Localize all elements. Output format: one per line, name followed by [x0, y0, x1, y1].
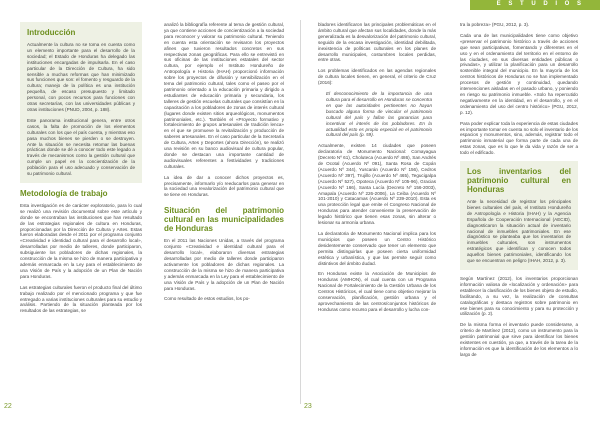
column-2 — [164, 22, 284, 307]
col3-paragraph-4: La declaratoria de Monumento Nacional implica para los municipios que poseen un Centro Histórico desidentemente conservado que tener un elemento que permita distinguirlas que poseen cierta uniformidad estética y urbanística, y que las permite seguir como distintivos del ámbito dudad. — [318, 231, 436, 266]
col4-paragraph-1: tra la pobreza» (PGU, 2012, p. 3). — [460, 22, 530, 27]
column-3 — [318, 22, 436, 318]
inventory-paragraph-2: Según Martínez (2012), los inventarios proporcionan información valiosa de «localización y ordenación» para establecer la clasificación de los bienes objeto de estudio, facilitando, a su vez, la realización de consultas catalográficas y destaca registros sobre patrimonio en ese bienes para su conocimiento y para su protección y utilización (p. 2). — [460, 276, 578, 317]
page-number-left: 22 — [4, 403, 12, 410]
col3-paragraph-3: Actualmente, existen 14 ciudades que poseen declaratoria de Monumento Nacional: Comayagua (Decreto Nº 61), Choluteca (Acuerdo Nº 486), San Andrés de Ocotal (Acuerdo Nº 091), Santa Rosa de Copán (Acuerdo Nº 344), Yuscarán (Acuerdo Nº 156), Cedros (Acuerdo Nº 397), Trujillo (Acuerdo Nº 465), Tegucigalpa (Acuerdo Nº 527), Opoteca (Acuerdo Nº 105-96), Gracias (Acuerdo Nº 166), Santa Lucía (Decreto Nº 156-2003), Amapala (Acuerdo Nº 226-2006), La Ceiba (Acuerdo Nº 101-2010) y Catacamas (Acuerdo Nº 239-2010). Esta es una protección legal que emite el Congreso Nacional de Honduras para atender conveniente la preservación de legado histórico que tienen esas zonas, sin alterar o lesionar su armonía urbana. — [318, 143, 437, 226]
inventory-paragraph-1: Ante la necesidad de registrar los principales bienes culturales del país, el Instituto Hondureño de Antropología e Historia (IHAH) y la Agencia Española de Cooperación Internacional (AECID), diagnosticaron la situación actual de inventario nacional de inmuebles patrimoniales. En ese diagnóstico se planteaba que los inventarios de inmuebles culturales, son instrumentos estratégicos que identifican y conocen todos aquellos bienes patrimoniales, identificando los que se encuentran en peligro (IHAH, 2012, p. 3). — [467, 199, 571, 264]
spine-divider — [300, 20, 301, 404]
method-paragraph-2: Las estrategias culturales fueron el producto final del último trabajo realizado por el mencionado programa y que fue entregado a varias instituciones culturales para su estudio y análisis. Partiendo de la situación planteada por los resultados de las estrategias, se — [20, 284, 142, 314]
col3-paragraph-1: bladores identificaron las principales problemáticas en el ámbito cultural que afectan sus localidades, donde la más generalizada es la desvalorización del patrimonio cultural, seguido de la escasa investigación, identidad debilitada, inexistencia de políticas culturales en los planes de desarrollo municipales, costumbres locales perdidas, entre otras. — [318, 22, 436, 63]
situation-paragraph-1: En el 2011 las Naciones Unidas, a través del programa conjunto «Creatividad e identidad cultural para el desarrollo local», elaboraron diversas estrategias desarrolladas por medio de talleres donde participaron activamente los pobladores de dichas regionales. La construcción de la misma se hizo de manera participativa y además enmarcada en la Ley para el establecimiento de una Visión de País y la adopción de un Plan de Nación para Honduras. — [164, 238, 284, 291]
top-bar — [0, 0, 600, 10]
situation-paragraph-2: Como resultado de estos estudios, los po- — [164, 296, 250, 302]
section-label: E S T U D I O S — [496, 1, 584, 7]
page-number-right: 23 — [304, 403, 312, 410]
method-paragraph-1: Esta investigación es de carácter exploratorio, para lo cual se realizó una revisión documental sobre este artículo y donde se encontraban las instituciones que han resultado de las estrategias regionales de cultura en Honduras, proporcionadas por la Dirección de Cultura y Artes. Estas fueron elaboradas desde el 2011 por el programa conjunto «Creatividad e identidad cultural para el desarrollo local», desarrolladas por medio de talleres, donde participaron, subsiguiente los pobladores de dichas regionales, la construcción de la misma se hizo de manera participativa y además enmarcada en la Ley para el establecimiento de una Visión de País y la adopción de un Plan de Nación para Honduras. — [20, 202, 142, 279]
intro-heading: Introducción — [27, 28, 76, 37]
col4-paragraph-3: Para poder explicar toda la experiencia de estas ciudades es importante tomar en cuenta no solo el inventario de los espacios y monumentos, sino, además, registrar todo el patrimonio inmaterial que forma parte de cada una de estas zonas, que es lo que le da vida y razón de ser a todo el edificado. — [460, 120, 578, 156]
intro-paragraph-2: Este panorama institucional genera, entre otros casos, la falta de promoción de los elementos culturales con los que el país cuenta, y mientras eso pasa muchos bienes se pierden o se destruyen. Ante la situación se necesita retomar las buenas prácticas donde se dé a conocer todo este legado a través de mecanismos como la gestión cultural que cumple un papel en la concientización de la población para el uso adecuado y conservación de su patrimonio cultural. — [27, 117, 135, 177]
col3-quote: El desconocimiento de la importancia de una cultura para el desarrollo en Honduras se concentra en que las autoridades pertinentes no hayan buscado alguna forma de vincular el patrimonio cultural del país y fallan las ganancias para incentivar el interés de los pobladores. En la actualidad esto es propio especial en el patrimonio cultural del país (p. 59). — [326, 91, 432, 138]
col3-paragraph-5: En Honduras existe la Asociación de Municipios de Honduras (AMHON), el cual cuenta con un Programa Nacional de Fortalecimiento de la Gestión Urbana de los Centros Históricos, el cual tiene como objetivo mejorar la conservación, planificación, gestión urbana y el aprovechamiento de las centros/conjuntos históricos de Honduras como recurso para el desarrollo y lucha con- — [318, 271, 436, 312]
inventory-heading: Los inventarios del patrimonio cultural en Honduras — [467, 167, 571, 195]
col2-paragraph-1: analizó la bibliografía referente al tema de gestión cultural, ya que contiene acciones de concientización a la sociedad para reconocer y valorar su patrimonio cultural. Teniendo en cuenta esta orientación se revisaron los proyectos afines que tuvieron resultados concretos en sus respectivas zonas geográficas. Para ello se entrevistó en sus oficinas de las instituciones estatales del sector cultura, por ejemplo el Instituto Hondureño de Antropología e Historia (IHAH) proporcionó información sobre los proyectos de difusión y sensibilización en el tema del patrimonio cultural, tales como el paseo por el patrimonio orientado a la educación primaria y dirigido a estudiantes de educación primaria y secundaria, los talleres de gestión escuelas culturales que consistían en la capacitación a los pobladores de zonas de interés cultural (lugares donde existen sitios arqueológicos, monumentos patrimoniales, etc.). También el «Proyecto formativo y fortalecimiento de grupos artesanales de tradición lenca» en el que se promueve la revitalización y producción de saberes artesanales. En el caso particular de la Secretaría de Cultura, Artes y Deportes (ahora Dirección), se realizó una revisión en su banco audiovisual de cultura popular, donde se destacan una importante cantidad de audiovisuales referentes a festividades y tradiciones culturales. — [164, 22, 284, 169]
inventory-paragraph-3: De la misma forma el inventario puede considerarse, a criterio de Martínez (2012), como un instrumento para la gestión patrimonial que sirve para identificar los bienes existentes en cuestión, ya que, a través de la tarea de la información es que la identificación de los elementos a lo largo de — [460, 322, 578, 357]
intro-paragraph-1: Actualmente la cultura no se toma en cuenta como un elemento importante para el desarrollo de la sociedad; el Estado de Honduras ha delegado las instituciones encargadas de impulsarla. En el caso particular de la Dirección de Cultura, ha sido sensible a muchas reformas que han minimizado sus funciones que son: el fomento y resguardo de la cultura; manejo de la política es una institución pequeña, de escaso presupuesto y limitado personal, con pocos recursos para funciones con otras secretarías, con las universidades públicas y otras instituciones (PNUD, 2004, p. 188). — [27, 42, 135, 112]
col3-paragraph-2: Los problemas identificados en las agendas regionales de cultura locales tienen, en general, el criterio de Cruz (2016): — [318, 68, 436, 86]
column-1 — [20, 22, 142, 319]
inventory-box — [460, 161, 578, 270]
column-4 — [460, 22, 578, 363]
method-heading: Metodología de trabajo — [20, 188, 108, 198]
intro-box — [20, 22, 142, 183]
situation-heading: Situación del patrimonio cultural en las municipalidades de Honduras — [164, 206, 284, 234]
col4-paragraph-2: Cada una de las municipalidades tiene como objetivo «preservar el patrimonio histórico a través de acciones que sean participativas, fomentando y diferentes en el uso y en el ordenamiento del territorio en el entorno de las ciudades, en sus diversas entidades públicas o privadas», y utilizar la planificación para un desarrollo sostenible integral del municipio. En la mayoría de los centros históricos de Honduras no se han implementado procesos de gestión y continuidad, quedando intervenciones aisladas en el pasado urbano, y poniendo en riesgo su patrimonio inmueble. «Solo ha repercutido negativamente en la identidad, en el desarrollo, y en el ordenamiento del uso del centro histórico» (PGU, 2012, p. 12). — [460, 32, 578, 115]
col2-paragraph-2: La idea de dar a conocer dichos proyectos es, precisamente, informarlo y/o reeducarlos para generar en la sociedad una revalorización del patrimonio cultural que se tiene en Honduras. — [164, 174, 284, 198]
